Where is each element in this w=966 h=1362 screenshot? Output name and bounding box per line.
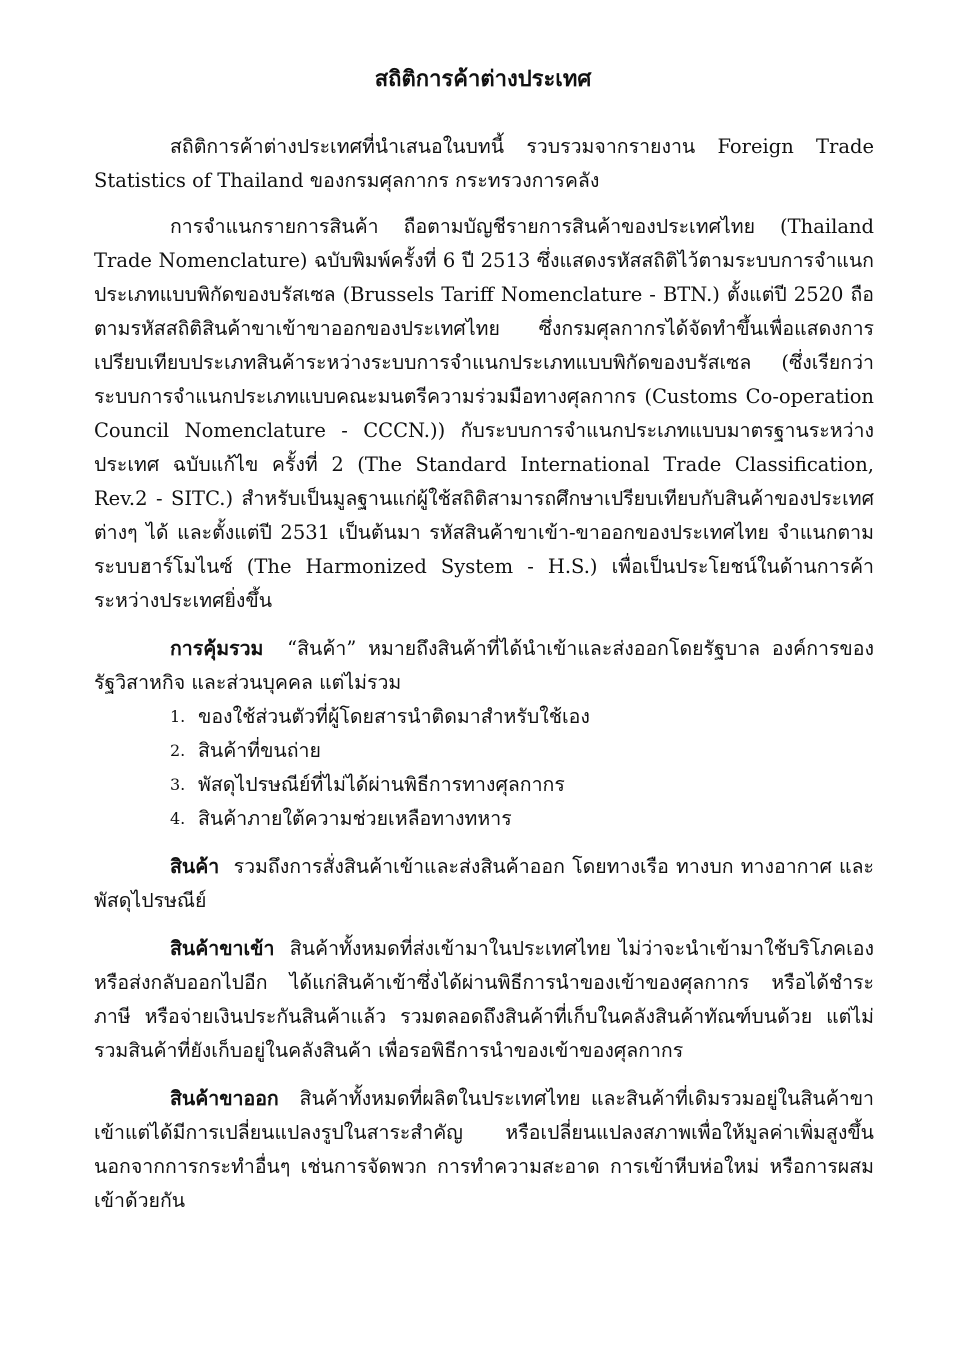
coverage-term: การคุ้มรวม xyxy=(170,637,264,660)
list-item xyxy=(170,734,874,768)
page-title: สถิติการค้าต่างประเทศ xyxy=(374,66,592,92)
imports-text: สินค้าทั้งหมดที่ส่งเข้ามาในประเทศไทย ไม่ว่าจะนำเข้ามาใช้บริโภคเอง หรือส่งกลับออกไปอีก ได้แก่สินค้าเข้าซึ่งได้ผ่านพิธีการนำของเข้าของศุลกากร หรือได้ชำระภาษี หรือจ่ายเงินประกันสินค้าแล้ว รวมตลอดถึงสินค้าที่เก็บในคลังสินค้าทัณฑ์บนด้วย แต่ไม่รวมสินค้าที่ยังเก็บอยู่ในคลังสินค้า เพื่อรอพิธีการนำของเข้าของศุลกากร xyxy=(94,937,874,1062)
list-item-number: 2. xyxy=(170,741,186,760)
exclusion-list xyxy=(94,700,874,836)
goods-paragraph xyxy=(94,850,874,918)
imports-term: สินค้าขาเข้า xyxy=(170,937,275,960)
exports-term: สินค้าขาออก xyxy=(170,1087,279,1110)
exports-text: สินค้าทั้งหมดที่ผลิตในประเทศไทย และสินค้าที่เดิมรวมอยู่ในสินค้าขาเข้าแต่ได้มีการเปลี่ยนแปลงรูปในสาระสำคัญ หรือเปลี่ยนแปลงสภาพเพื่อให้มูลค่าเพิ่มสูงขึ้น นอกจากการกระทำอื่นๆ เช่นการจัดพวก การทำความสะอาด การเข้าหีบห่อใหม่ หรือการผสมเข้าด้วยกัน xyxy=(94,1087,874,1212)
coverage-text: “สินค้า” หมายถึงสินค้าที่ได้นำเข้าและส่งออกโดยรัฐบาล องค์การของรัฐวิสาหกิจ และส่วนบุคคล แต่ไม่รวม xyxy=(94,637,874,694)
list-item xyxy=(170,802,874,836)
list-item xyxy=(170,768,874,802)
intro-paragraph: สถิติการค้าต่างประเทศที่นำเสนอในบทนี้ รวบรวมจากรายงาน Foreign Trade Statistics of Thailand ของกรมศุลกากร กระทรวงการคลัง xyxy=(94,135,874,192)
list-item-text: สินค้าภายใต้ความช่วยเหลือทางทหาร xyxy=(198,807,512,830)
list-item xyxy=(170,700,874,734)
goods-term: สินค้า xyxy=(170,855,220,878)
classification-paragraph: การจำแนกรายการสินค้า ถือตามบัญชีรายการสินค้าของประเทศไทย (Thailand Trade Nomenclature) ฉบับพิมพ์ครั้งที่ 6 ปี 2513 ซึ่งแสดงรหัสสถิติไว้ตามระบบการจำแนกประเภทแบบพิกัดของบรัสเซล (Brussels Tariff Nomenclature - BTN.) ตั้งแต่ปี 2520 ถือตามรหัสสถิติสินค้าขาเข้าขาออกของประเทศไทย ซึ่งกรมศุลกากรได้จัดทำขึ้นเพื่อแสดงการเปรียบเทียบประเภทสินค้าระหว่างระบบการจำแนกประเภทแบบพิกัดของบรัสเซล (ซึ่งเรียกว่า ระบบการจำแนกประเภทแบบคณะมนตรีความร่วมมือทางศุลกากร (Customs Co-operation Council Nomenclature - CCCN.)) กับระบบการจำแนกประเภทแบบมาตรฐานระหว่างประเทศ ฉบับแก้ไข ครั้งที่ 2 (The Standard International Trade Classification, Rev.2 - SITC.) สำหรับเป็นมูลฐานแก่ผู้ใช้สถิติสามารถศึกษาเปรียบเทียบกับสินค้าของประเทศต่างๆ ได้ และตั้งแต่ปี 2531 เป็นต้นมา รหัสสินค้าขาเข้า-ขาออกของประเทศไทย จำแนกตามระบบฮาร์โมไนซ์ (The Harmonized System - H.S.) เพื่อเป็นประโยชน์ในด้านการค้าระหว่างประเทศยิ่งขึ้น xyxy=(94,215,874,612)
exports-paragraph xyxy=(94,1082,874,1218)
goods-text: รวมถึงการสั่งสินค้าเข้าและส่งสินค้าออก โดยทางเรือ ทางบก ทางอากาศ และพัสดุไปรษณีย์ xyxy=(94,855,874,912)
list-item-number: 4. xyxy=(170,809,186,828)
list-item-text: ของใช้ส่วนตัวที่ผู้โดยสารนำติดมาสำหรับใช้เอง xyxy=(198,705,590,728)
list-item-number: 3. xyxy=(170,775,186,794)
imports-paragraph xyxy=(94,932,874,1068)
list-item-text: พัสดุไปรษณีย์ที่ไม่ได้ผ่านพิธีการทางศุลกากร xyxy=(198,773,565,796)
list-item-text: สินค้าที่ขนถ่าย xyxy=(198,739,321,762)
list-item-number: 1. xyxy=(170,707,186,726)
document-body xyxy=(94,130,874,1218)
coverage-paragraph xyxy=(94,632,874,700)
